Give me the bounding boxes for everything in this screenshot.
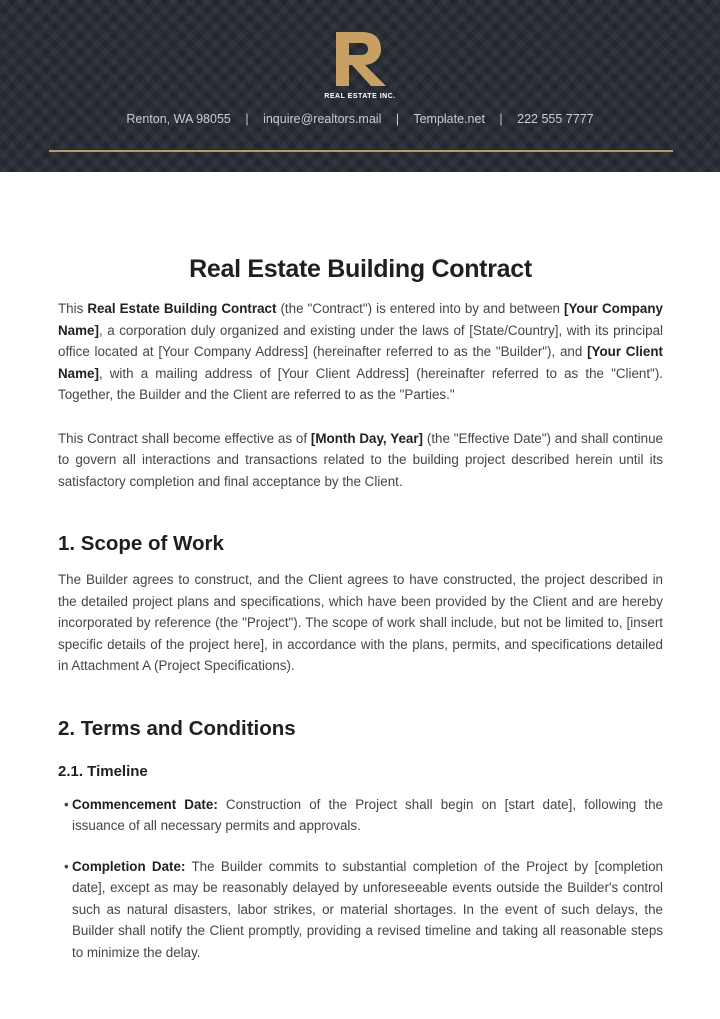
- effective-text-1: This Contract shall become effective as of: [58, 430, 311, 446]
- intro-text-3: , a corporation duly organized and existing under the laws of [State/Country], with its principal office located at [Your Company Address] (hereinafter referred to as the "Builder"), and: [58, 322, 663, 359]
- list-item: [64, 856, 663, 964]
- contact-address: Renton, WA 98055: [126, 112, 231, 126]
- contact-line: [0, 112, 720, 126]
- logo: [0, 30, 720, 93]
- contact-separator: |: [499, 112, 503, 126]
- contact-separator: |: [395, 112, 400, 126]
- bullet-icon: •: [64, 858, 69, 874]
- intro-text-1: This: [58, 301, 88, 316]
- section-1-paragraph: The Builder agrees to construct, and the Client agrees to have constructed, the project described in the detailed project plans and specifications, which have been provided by the Client and are hereby incorporated by reference (the "Project"). The scope of work shall include, but not be limited to, [insert specific details of the project here], in accordance with the plans, permits, and specifications detailed in Attachment A (Project Specifications).: [58, 572, 663, 673]
- subsection-timeline-heading: 2.1. Timeline: [58, 762, 148, 780]
- list-item-label: Commencement Date:: [72, 796, 218, 812]
- logo-text: REAL ESTATE INC.: [324, 93, 396, 100]
- effective-text-2: (the "Effective Date") and shall continue to govern all interactions and transactions related to the building project described herein until its satisfactory completion and final acceptance by the Client.: [58, 430, 664, 489]
- contact-phone: 222 555 7777: [517, 112, 594, 126]
- effective-paragraph: [58, 428, 663, 493]
- intro-text-2: (the "Contract") is entered into by and between: [276, 301, 564, 316]
- document-title: Real Estate Building Contract: [189, 255, 532, 283]
- contact-separator: |: [245, 112, 249, 126]
- list-item-text: Construction of the Project shall begin on [start date], following the issuance of all necessary permits and approvals.: [72, 796, 663, 833]
- company-logo-icon: [330, 30, 390, 88]
- intro-paragraph: [58, 298, 663, 406]
- header-divider: [49, 150, 673, 152]
- contact-website: Template.net: [413, 112, 485, 126]
- bullet-icon: •: [64, 796, 69, 812]
- intro-bold-contract: Real Estate Building Contract: [87, 301, 277, 316]
- document-body: [0, 255, 720, 963]
- list-item: [64, 794, 663, 837]
- timeline-list: [58, 794, 663, 964]
- section-1-heading: 1. Scope of Work: [58, 532, 224, 555]
- intro-bold-client: [Your Client Name]: [58, 344, 663, 381]
- effective-bold-date: [Month Day, Year]: [310, 430, 424, 446]
- intro-text-4: , with a mailing address of [Your Client Address] (hereinafter referred to as the "Client"). Together, the Builder and the Client are referred to as the "Parties.": [58, 365, 663, 402]
- list-item-text: The Builder commits to substantial completion of the Project by [completion date], except as may be reasonably delayed by unforeseeable events outside the Builder's control such as natural disasters, labor strikes, or material shortages. In the event of such delays, the Builder shall notify the Client promptly, providing a revised timeline and taking all reasonable steps to minimize the delay.: [72, 858, 663, 960]
- intro-bold-company: [Your Company Name]: [58, 301, 663, 338]
- contact-email: inquire@realtors.mail: [263, 112, 382, 126]
- list-item-label: Completion Date:: [72, 858, 186, 874]
- document-header: [0, 0, 720, 172]
- section-2-heading: 2. Terms and Conditions: [58, 716, 296, 740]
